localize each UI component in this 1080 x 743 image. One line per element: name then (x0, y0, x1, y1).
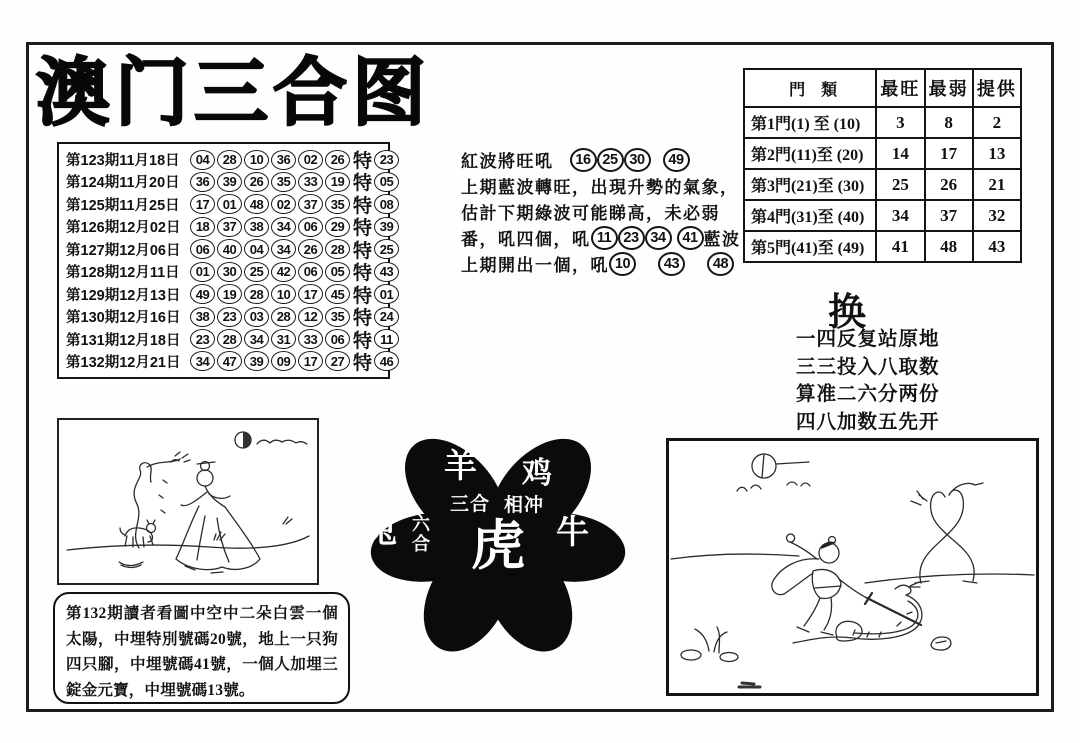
number-ball: 03 (244, 307, 269, 327)
number-ball: 40 (217, 239, 242, 259)
left-illustration (57, 418, 319, 585)
stats-row (744, 231, 1021, 262)
number-ball: 26 (244, 172, 269, 192)
forecast-line (461, 149, 751, 171)
forecast-phrase: 藍波 (703, 230, 741, 250)
result-row (66, 261, 394, 285)
special-ball: 01 (374, 284, 399, 304)
stats-row (744, 200, 1021, 231)
special-label: 特 (353, 173, 373, 195)
number-ball: 17 (190, 194, 215, 214)
stats-weak: 8 (925, 107, 973, 138)
number-ball: 34 (244, 329, 269, 349)
stats-row (744, 138, 1021, 169)
number-ball: 10 (271, 284, 296, 304)
reader-note (53, 592, 350, 704)
stats-best: 34 (876, 200, 924, 231)
number-ball: 28 (271, 307, 296, 327)
number-ball: 04 (244, 239, 269, 259)
number-ball: 26 (325, 150, 350, 170)
zodiac-flower (348, 401, 648, 667)
stats-row (744, 107, 1021, 138)
number-ball: 33 (298, 172, 323, 192)
number-ball: 39 (217, 172, 242, 192)
number-ball: 02 (298, 150, 323, 170)
stats-header-category: 門 類 (744, 69, 876, 107)
number-ball: 35 (325, 307, 350, 327)
number-ball: 41 (677, 226, 704, 250)
special-label: 特 (353, 352, 373, 374)
result-row (66, 171, 394, 195)
stats-category: 第1門(1) 至 (10) (744, 107, 876, 138)
number-ball: 06 (190, 239, 215, 259)
number-ball: 28 (217, 329, 242, 349)
result-row (66, 239, 394, 262)
period-label: 第130期12月16日 (66, 310, 181, 327)
special-ball: 23 (374, 150, 399, 170)
special-label: 特 (353, 240, 373, 262)
stats-header-row (744, 69, 1021, 107)
tree-icon (911, 483, 983, 583)
number-ball: 09 (271, 351, 296, 371)
number-ball: 17 (298, 284, 323, 304)
petal-rabbit: 兔 (361, 510, 398, 550)
number-ball: 23 (217, 307, 242, 327)
number-ball: 49 (190, 284, 215, 304)
special-ball: 11 (374, 329, 399, 349)
number-ball: 30 (217, 262, 242, 282)
woman-icon (176, 462, 260, 574)
ink-smudge (739, 683, 760, 687)
stats-category: 第2門(11)至 (20) (744, 138, 876, 169)
number-ball: 23 (618, 226, 645, 250)
number-ball: 48 (244, 194, 269, 214)
stats-category: 第4門(31)至 (40) (744, 200, 876, 231)
special-ball: 46 (374, 351, 399, 371)
label-sanhe: 三合 (450, 494, 491, 515)
number-ball: 25 (244, 262, 269, 282)
number-ball: 12 (298, 307, 323, 327)
label-xiangchong: 相冲 (504, 495, 545, 516)
special-ball: 08 (374, 194, 399, 214)
stats-best: 14 (876, 138, 924, 169)
number-ball: 10 (244, 150, 269, 170)
result-row (66, 216, 394, 240)
period-label: 第131期12月18日 (66, 332, 181, 349)
special-label: 特 (353, 330, 373, 352)
number-ball: 35 (271, 172, 296, 192)
reader-note-text: 第132期讀者看圖中空中二朵白雲一個太陽，中埋特別號碼20號，地上一只狗四只腳，中埋號碼41號，一個人加埋三錠金元寶，中埋號碼13號。 (66, 605, 338, 699)
forecast-phrase: 上期藍波轉旺，出現升勢的氣象， (461, 178, 739, 198)
poem-lines (796, 326, 940, 436)
number-ball: 25 (597, 148, 624, 172)
forecast-phrase: 番，吼四個，吼 (461, 230, 591, 250)
number-ball: 01 (190, 262, 215, 282)
special-ball: 05 (374, 172, 399, 192)
number-ball: 48 (707, 252, 734, 276)
result-row (66, 306, 394, 330)
stats-table (743, 68, 1022, 263)
stats-offer: 21 (973, 169, 1021, 200)
stats-offer: 43 (973, 231, 1021, 262)
number-ball: 19 (217, 284, 242, 304)
number-ball: 28 (217, 150, 242, 170)
special-ball: 43 (374, 262, 399, 282)
stats-row (744, 169, 1021, 200)
special-ball: 39 (374, 217, 399, 237)
number-ball: 38 (244, 217, 269, 237)
stats-weak: 17 (925, 138, 973, 169)
number-ball: 33 (298, 329, 323, 349)
number-ball: 36 (271, 150, 296, 170)
number-ball: 45 (325, 284, 350, 304)
birds-icon (737, 482, 810, 491)
poem-line: 四八加数五先开 (796, 411, 940, 433)
stats-header-best: 最旺 (876, 69, 924, 107)
number-ball: 23 (190, 329, 215, 349)
grass-icon (283, 517, 292, 524)
period-label: 第129期12月13日 (66, 287, 181, 304)
stats-weak: 48 (925, 231, 973, 262)
stats-offer: 32 (973, 200, 1021, 231)
number-ball: 37 (298, 194, 323, 214)
forecast-phrase: 估計下期綠波可能睇高，未必弱 (461, 204, 720, 224)
number-ball: 06 (298, 262, 323, 282)
sun-icon (752, 454, 809, 478)
stats-offer: 2 (973, 107, 1021, 138)
special-label: 特 (353, 285, 373, 307)
petal-goat: 羊 (444, 449, 477, 485)
number-ball: 30 (624, 148, 651, 172)
number-ball: 11 (591, 226, 618, 250)
number-ball: 47 (217, 351, 242, 371)
special-label: 特 (353, 195, 373, 217)
poem-line: 三三投入八取数 (796, 356, 940, 378)
number-ball: 16 (570, 148, 597, 172)
cloud-icon (257, 440, 307, 444)
page-title: 澳门三合图 (36, 51, 431, 134)
forecast-text (461, 149, 751, 279)
petal-rooster: 鸡 (522, 457, 552, 490)
stats-category: 第3門(21)至 (30) (744, 169, 876, 200)
poem-title: 换 (828, 292, 869, 334)
forecast-line (461, 201, 751, 223)
result-row (66, 329, 393, 352)
number-ball: 43 (658, 252, 685, 276)
number-ball: 27 (325, 351, 350, 371)
number-ball: 26 (298, 239, 323, 259)
number-ball: 38 (190, 307, 215, 327)
special-label: 特 (353, 308, 373, 330)
number-ball: 34 (271, 239, 296, 259)
number-ball: 37 (217, 217, 242, 237)
number-ball: 31 (271, 329, 296, 349)
forecast-line (461, 253, 751, 275)
special-ball: 25 (374, 239, 399, 259)
number-ball: 01 (217, 194, 242, 214)
stats-header-weak: 最弱 (925, 69, 973, 107)
special-label: 特 (353, 218, 373, 240)
petal-ox: 牛 (556, 515, 589, 551)
forecast-phrase: 紅波將旺吼 (461, 152, 554, 172)
sun-icon (235, 432, 251, 448)
number-ball: 28 (325, 239, 350, 259)
number-ball: 04 (190, 150, 215, 170)
period-label: 第126期12月02日 (66, 220, 181, 237)
period-label: 第125期11月25日 (66, 197, 180, 214)
special-label: 特 (353, 151, 373, 172)
stats-weak: 26 (925, 169, 973, 200)
number-ball: 02 (271, 194, 296, 214)
number-ball: 36 (190, 172, 215, 192)
number-ball: 18 (190, 217, 215, 237)
period-label: 第128期12月11日 (66, 265, 180, 282)
number-ball: 06 (298, 217, 323, 237)
center-tiger: 虎 (471, 516, 525, 576)
number-ball: 34 (271, 217, 296, 237)
number-ball: 39 (244, 351, 269, 371)
poem-line: 一四反复站原地 (796, 329, 940, 350)
tree-icon (134, 452, 190, 548)
stats-best: 3 (876, 107, 924, 138)
leaves-icon (911, 491, 927, 505)
stats-offer: 13 (973, 138, 1021, 169)
stats-category: 第5門(41)至 (49) (744, 231, 876, 262)
result-row (66, 351, 394, 374)
number-ball: 06 (325, 329, 350, 349)
bowl-icon (119, 562, 143, 568)
stats-weak: 37 (925, 200, 973, 231)
label-liuhe-top: 六 (412, 514, 430, 534)
results-table (57, 142, 394, 379)
period-label: 第123期11月18日 (66, 153, 180, 169)
number-ball: 19 (325, 172, 350, 192)
number-ball: 10 (609, 252, 636, 276)
right-illustration (666, 438, 1039, 696)
result-row (66, 194, 394, 217)
label-liuhe-bottom: 合 (412, 534, 430, 554)
number-ball: 17 (298, 351, 323, 371)
number-ball: 05 (325, 262, 350, 282)
period-label: 第132期12月21日 (66, 354, 181, 371)
number-ball: 34 (190, 351, 215, 371)
stats-best: 25 (876, 169, 924, 200)
result-row (66, 284, 394, 307)
period-label: 第127期12月06日 (66, 242, 181, 259)
number-ball: 28 (244, 284, 269, 304)
left-illustration-drawing (59, 420, 315, 581)
result-row (66, 149, 394, 172)
number-ball: 34 (645, 226, 672, 250)
special-ball: 24 (374, 307, 399, 327)
stats-best: 41 (876, 231, 924, 262)
right-illustration-drawing (669, 441, 1036, 693)
number-ball: 35 (325, 194, 350, 214)
forecast-line (461, 175, 751, 197)
forecast-phrase: 上期開出一個，吼 (461, 256, 609, 276)
swordsman-icon (772, 534, 867, 635)
number-ball: 49 (663, 148, 690, 172)
poem-line: 算准二六分两份 (796, 384, 940, 405)
number-ball: 29 (325, 217, 350, 237)
forecast-line (461, 227, 751, 249)
stats-header-offer: 提供 (973, 69, 1021, 107)
period-label: 第124期11月20日 (66, 175, 180, 192)
number-ball: 42 (271, 262, 296, 282)
special-label: 特 (353, 263, 373, 285)
